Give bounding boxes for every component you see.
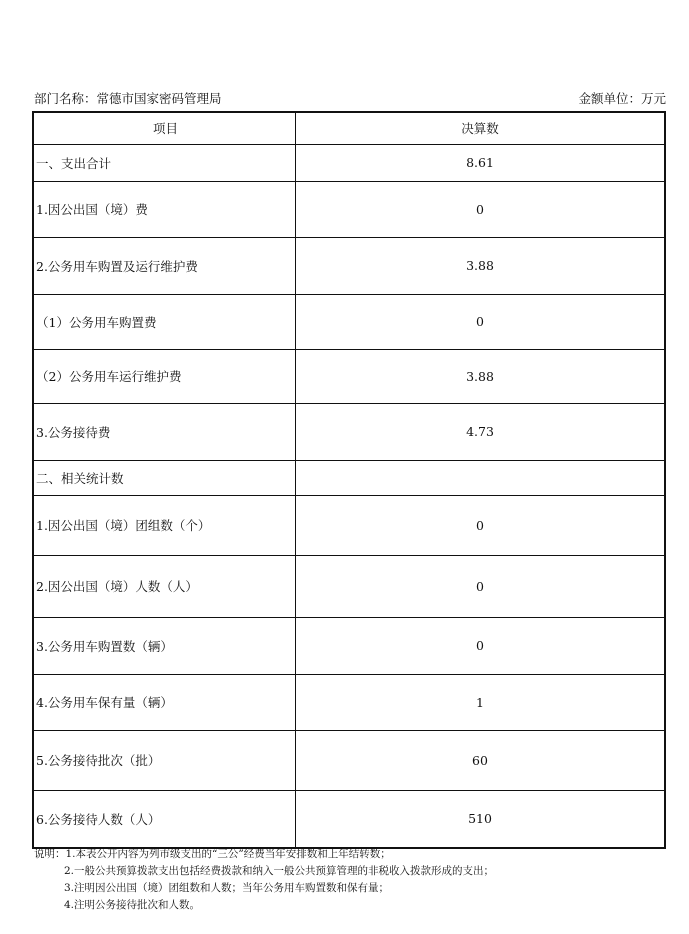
table-row [33,790,665,848]
row-item: （2）公务用车运行维护费 [33,349,296,403]
column-header-item: 项目 [33,112,296,144]
column-header-value: 决算数 [296,112,666,144]
note-line: 3.注明因公出国（境）团组数和人数；当年公务用车购置数和保有量； [64,882,390,894]
table-row [33,181,665,237]
row-value: 8.61 [296,144,666,181]
department-name: 部门名称：常德市国家密码管理局 [34,91,222,106]
row-item: 1.因公出国（境）团组数（个） [33,495,296,555]
note-line: 说明：1.本表公开内容为列市级支出的“三公”经费当年安排数和上年结转数； [34,848,391,860]
row-item: 二、相关统计数 [33,460,296,495]
amount-unit: 金额单位：万元 [578,91,666,106]
table-row [33,730,665,790]
table-row [33,460,665,495]
row-item: 一、支出合计 [33,144,296,181]
note-line: 4.注明公务接待批次和人数。 [64,899,201,911]
report-header [34,89,666,109]
row-item: 2.公务用车购置及运行维护费 [33,237,296,294]
row-value: 3.88 [296,237,666,294]
row-item: 2.因公出国（境）人数（人） [33,555,296,617]
row-value: 1 [296,674,666,730]
row-value [296,460,666,495]
table-row [33,237,665,294]
row-item: 6.公务接待人数（人） [33,790,296,848]
row-value: 0 [296,555,666,617]
row-value: 0 [296,495,666,555]
row-item: 3.公务用车购置数（辆） [33,617,296,674]
table-row [33,349,665,403]
notes [34,846,674,914]
row-item: 3.公务接待费 [33,403,296,460]
table-row [33,294,665,349]
row-item: 4.公务用车保有量（辆） [33,674,296,730]
table-row [33,495,665,555]
row-value: 4.73 [296,403,666,460]
row-value: 0 [296,181,666,237]
table-row [33,674,665,730]
table-row [33,403,665,460]
row-value: 510 [296,790,666,848]
table-header-row [33,112,665,144]
table-row [33,617,665,674]
row-item: 5.公务接待批次（批） [33,730,296,790]
note-line: 2.一般公共预算拨款支出包括经费拨款和纳入一般公共预算管理的非税收入拨款形成的支出； [64,865,495,877]
row-item: （1）公务用车购置费 [33,294,296,349]
expense-table [32,111,666,849]
table-row [33,144,665,181]
row-value: 0 [296,617,666,674]
row-item: 1.因公出国（境）费 [33,181,296,237]
table-row [33,555,665,617]
row-value: 60 [296,730,666,790]
row-value: 3.88 [296,349,666,403]
row-value: 0 [296,294,666,349]
